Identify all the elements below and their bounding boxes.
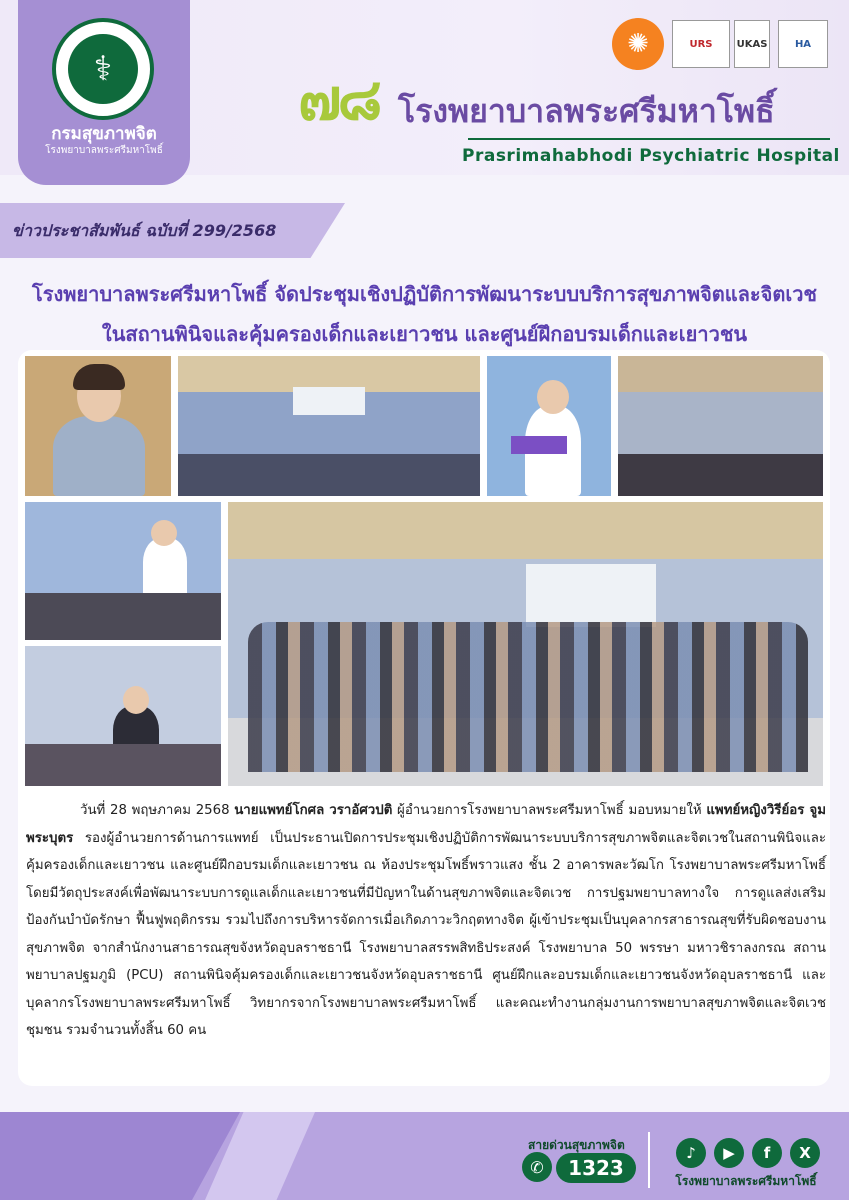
photo-speaker-mic — [25, 502, 221, 640]
x-icon[interactable]: X — [790, 1138, 820, 1168]
tiktok-icon[interactable]: ♪ — [676, 1138, 706, 1168]
anniversary-logo: ๗๘ — [298, 65, 379, 133]
director-name: นายแพทย์โกศล วราอัศวปติ — [234, 803, 393, 818]
dept-subtitle: โรงพยาบาลพระศรีมหาโพธิ์ — [45, 145, 163, 156]
headline-line-1: โรงพยาบาลพระศรีมหาโพธิ์ จัดประชุมเชิงปฏิบัติการพัฒนาระบบบริการสุขภาพจิตและจิตเวช — [31, 282, 818, 306]
news-label: ข่าวประชาสัมพันธ์ ฉบับที่ 299/2568 — [12, 221, 277, 240]
photo-nurse-speaking — [487, 356, 611, 496]
headline-line-2: ในสถานพินิจและคุ้มครองเด็กและเยาวชน และศูนย์ฝึกอบรมเด็กและเยาวชน — [101, 322, 748, 346]
photo-speaker-portrait — [25, 356, 171, 496]
article-text-2: รองผู้อำนวยการด้านการแพทย์ เป็นประธานเปิดการประชุมเชิงปฏิบัติการพัฒนาระบบบริการสุขภาพจิตและจิตเวชในสถานพินิจและคุ้มครองเด็กและเยาวชน และศูนย์ฝึกอบรมเด็กและเยาวชน ณ ห้องประชุมโพธิ์พราวแสง ชั้น 2 อาคารพละวัฒโก โรงพยาบาลพระศรีมหาโพธิ์ โดยมีวัตถุประสงค์เพื่อพัฒนาระบบการดูแลเด็กและเยาวชนที่มีปัญหาในด้านสุขภาพจิตและจิตเวช การปฐมพยาบาลทางใจ การดูแลส่งเสริมป้องกันบำบัดรักษา ฟื้นฟูพฤติกรรม รวมไปถึงการบริหารจัดการเมื่อเกิดภาวะวิกฤตทางจิต ผู้เข้าประชุมเป็นบุคลากรสาธารณสุขที่รับผิดชอบงานสุขภาพจิต จากสำนักงานสาธารณสุขจังหวัดอุบลราชธานี โรงพยาบาลสรรพสิทธิประสงค์ โรงพยาบาล 50 พรรษา มหาวชิราลงกรณ สถานพยาบาลปฐมภูมิ (PCU) สถานพินิจคุ้มครองเด็กและเยาวชนจังหวัดอุบลราชธานี ศูนย์ฝึกและอบรมเด็กและเยาวชนจังหวัดอุบลราชธานี และบุคลากรโรงพยาบาลพระศรีมหาโพธิ์ วิทยากรจากโรงพยาบาลพระศรีมหาโพธิ์ และคณะทำงานกลุ่มงานการพยาบาลสุขภาพจิตและจิตเวชชุมชน รวมจำนวนทั้งสิ้น 60 คน — [26, 830, 826, 1038]
deputy-name: แพทย์หญิงวิรีย์อร จูมพระบุตร — [26, 803, 826, 846]
phone-icon: ✆ — [522, 1152, 552, 1182]
photo-audience-back — [618, 356, 823, 496]
photo-group — [228, 502, 823, 786]
caduceus-icon: ⚕ — [68, 34, 138, 104]
facebook-icon[interactable]: f — [752, 1138, 782, 1168]
urs-badge: URS — [672, 20, 730, 68]
article-paragraph — [26, 797, 826, 1045]
photo-male-speaker — [25, 646, 221, 786]
hotline-label: สายด่วนสุขภาพจิต — [528, 1138, 625, 1152]
hospital-name-english: Prasrimahabhodi Psychiatric Hospital — [462, 146, 840, 166]
sun-emblem-icon: ✺ — [612, 18, 664, 70]
ministry-seal-icon — [52, 18, 154, 120]
dept-name: กรมสุขภาพจิต — [51, 124, 157, 144]
youtube-icon[interactable]: ▶ — [714, 1138, 744, 1168]
footer-hospital-name: โรงพยาบาลพระศรีมหาโพธิ์ — [675, 1174, 817, 1188]
ukas-badge: UKAS — [734, 20, 770, 68]
hotline-number: 1323 — [556, 1153, 636, 1183]
hospital-name-thai: โรงพยาบาลพระศรีมหาโพธิ์ — [398, 92, 775, 130]
article-date: วันที่ 28 พฤษภาคม 2568 — [80, 803, 235, 818]
article-body — [26, 797, 826, 1045]
photo-meeting-room-wide — [178, 356, 480, 496]
article-text-1: ผู้อำนวยการโรงพยาบาลพระศรีมหาโพธิ์ มอบหมายให้ — [392, 803, 707, 818]
ha-badge: HA — [778, 20, 828, 68]
header-divider — [468, 138, 830, 140]
footer-divider — [648, 1132, 650, 1188]
